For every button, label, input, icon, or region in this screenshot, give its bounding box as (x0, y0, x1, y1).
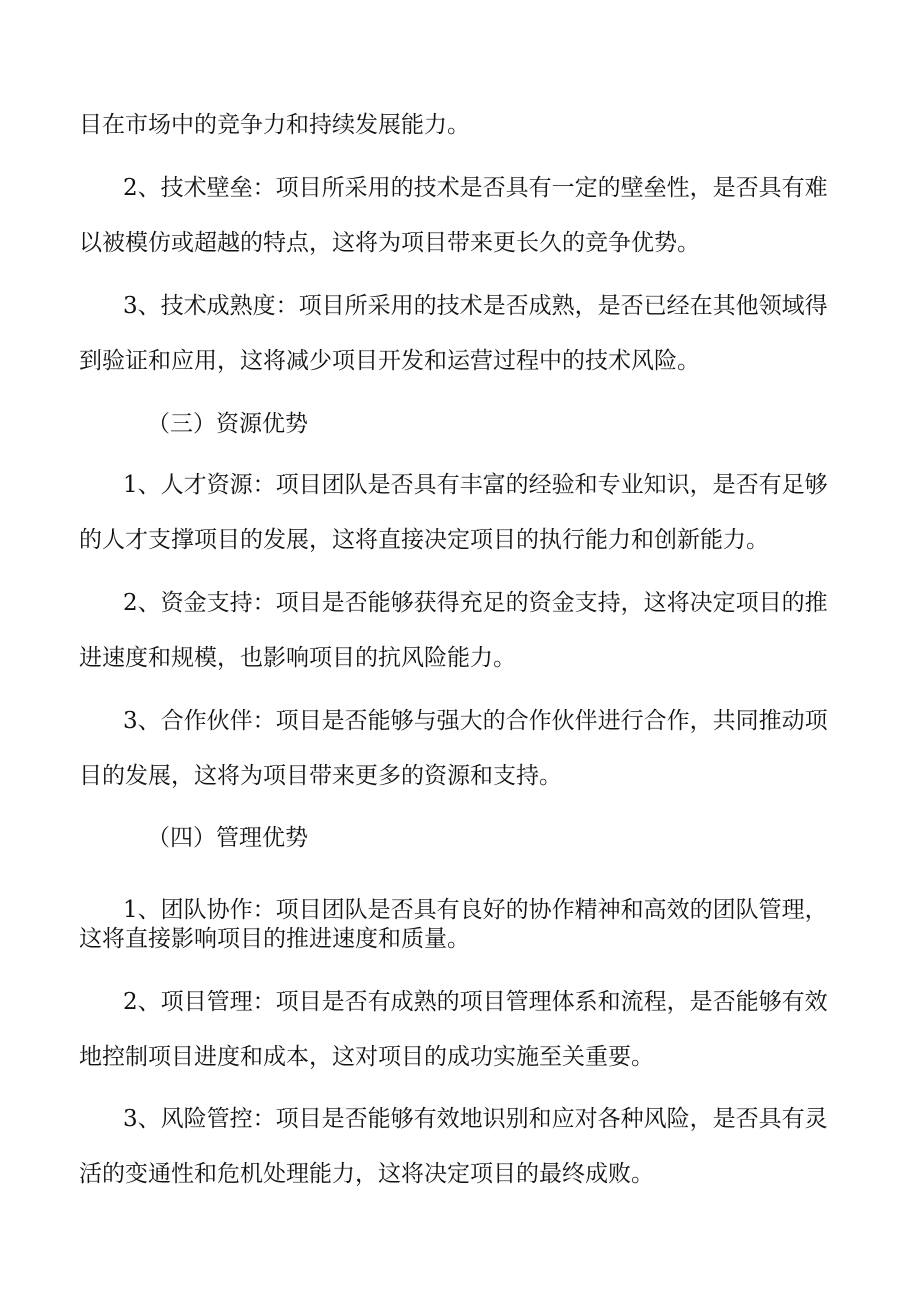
paragraph-project-mgmt-line-2: 地控制项目进度和成本，这对项目的成功实施至关重要。 (79, 1044, 654, 1070)
paragraph-partners-line-2: 目的发展，这将为项目带来更多的资源和支持。 (79, 763, 562, 789)
paragraph-tech-barrier-line-2: 以被模仿或超越的特点，这将为项目带来更长久的竞争优势。 (79, 230, 700, 256)
paragraph-tech-maturity-line-2: 到验证和应用，这将减少项目开发和运营过程中的技术风险。 (79, 348, 700, 374)
paragraph-continuation-line: 目在市场中的竞争力和持续发展能力。 (79, 112, 470, 138)
paragraph-teamwork-line-1: 1、团队协作：项目团队是否具有良好的协作精神和高效的团队管理， (123, 897, 828, 923)
paragraph-tech-barrier-line-1: 2、技术壁垒：项目所采用的技术是否具有一定的壁垒性，是否具有难 (123, 175, 828, 201)
paragraph-talent-line-1: 1、人才资源：项目团队是否具有丰富的经验和专业知识，是否有足够 (123, 472, 828, 498)
paragraph-funding-line-1: 2、资金支持：项目是否能够获得充足的资金支持，这将决定项目的推 (123, 590, 828, 616)
paragraph-tech-maturity-line-1: 3、技术成熟度：项目所采用的技术是否成熟，是否已经在其他领域得 (123, 293, 828, 319)
section-heading-management: （四）管理优势 (147, 825, 308, 851)
section-heading-resources: （三）资源优势 (147, 411, 308, 437)
paragraph-project-mgmt-line-1: 2、项目管理：项目是否有成熟的项目管理体系和流程，是否能够有效 (123, 989, 828, 1015)
paragraph-funding-line-2: 进速度和规模，也影响项目的抗风险能力。 (79, 645, 516, 671)
paragraph-partners-line-1: 3、合作伙伴：项目是否能够与强大的合作伙伴进行合作，共同推动项 (123, 708, 828, 734)
paragraph-teamwork-line-2: 这将直接影响项目的推进速度和质量。 (79, 926, 470, 952)
paragraph-risk-control-line-1: 3、风险管控：项目是否能够有效地识别和应对各种风险，是否具有灵 (123, 1106, 828, 1132)
paragraph-talent-line-2: 的人才支撑项目的发展，这将直接决定项目的执行能力和创新能力。 (79, 527, 769, 553)
paragraph-risk-control-line-2: 活的变通性和危机处理能力，这将决定项目的最终成败。 (79, 1161, 654, 1187)
